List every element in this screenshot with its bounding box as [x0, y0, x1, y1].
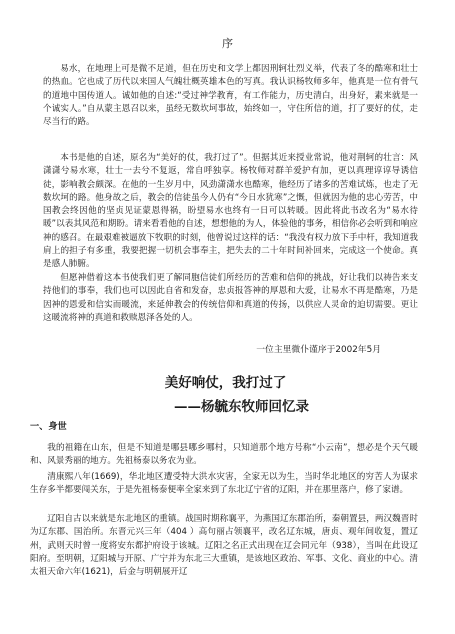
preface-signature: 一位主里微仆谨序于2002年5月 [256, 345, 381, 355]
section-heading: 一、身世 [30, 421, 67, 432]
memoir-title: 美好响仗，我打过了 [164, 375, 287, 391]
preface-paragraph-2: 本书是他的自述，原名为“美好的仗，我打过了”。但据其近来授业常说，他对荆轲的壮言：风潇潇兮易水寒，壮士一去兮不复返，常自呼独享。杨牧师对群羊爱护有加，更以真理谆谆导诱信徒，影响教会颇深。在他的一生岁月中，风劲潇潇水也酷寒，他经历了诸多的苦难试炼，也走了无数坎坷的路。他身故之后，教会的信徒虽今人仍有“今日水犹寒”之慨，但就因为他的忠心劳苦，中国教会终因他的坚贞见证蒙恩得祸，盼望易水也终有一日可以转暖。因此将此书改名为“易水待暖”以表其风范和期盼。请来看看他的自述，想想他的为人，体验他的事务，相信你必会听到和响应神的感召。在最艰难被逼放下牧职的时刻，他曾说过这样的话：“我没有权力放下手中杆，我知道我肩上的担子有多重，我要把握一切机会事奉主，把失去的二十年时间补回来，完成这一个使命。真是感人肺腑。 [43, 153, 418, 270]
memoir-paragraph-2: 清康熙八年(1669)，华北地区遭受特大洪水灾害，全家无以为生，当时华北地区的穷苦人为谋求生存多半都要闯关东，于是先祖杨泰便率全家来到了东北辽宁省的辽阳，并在那里落户，修了家谱。 [30, 472, 418, 496]
memoir-paragraph-1: 我的祖籍在山东，但是不知道是哪县哪乡哪村，只知道那个地方号称“小云南”，想必是个天气暖和、风景秀丽的地方。先祖杨泰以务农为业。 [30, 443, 418, 467]
preface-paragraph-1: 易水，在地理上可是微不足道，但在历史和文学上都因刑轲壮烈义举，代表了冬的酷寒和壮士的热血。它也成了历代以来国人气魄壮概英雄本色的写真。我认识杨牧师多年，他真是一位有骨气的道地中国传道人。诚如他的自述:“受过神学教育，有工作能力，历史清白，出身好，素来就是一个诚实人。”自从蒙主恩召以来，虽经无数坎坷事故，始终如一，守住所信的道，打了要好的仗，走尽当行的路。 [43, 64, 418, 128]
memoir-subtitle: ——杨毓东牧师回忆录 [174, 399, 309, 415]
preface-paragraph-3: 但愿神借着这本书使我们更了解同胞信徒们所经历的苦难和信仰的挑战，好让我们以祷告来支持他们的事奉，我们也可以因此自省和发奋，忠贞报答神的厚恩和大爱，让易水不再是酷寒，乃是因神的恩爱和信实而暖流，来延伸教会的传统信仰和真道的传扬，以供应人灵命的迫切需要。更让这暖流将神的真道和救赎恩泽各处的人。 [43, 273, 418, 323]
preface-title: 序 [222, 37, 233, 50]
memoir-paragraph-3: 辽阳自古以来就是东北地区的重镇。战国时期称襄平，为燕国辽东郡治所，秦朝置县，两汉魏晋时为辽东郡、国治所。东晋元兴三年（404 ）高句丽占领襄平，改名辽东城，唐贞、观年间收复，置辽州，武则天时曾一度将安东都护府设于该城。辽阳之名正式出现在辽会同元年（938），当叫在此设辽阳府。至明朝，辽阳城与开原、广宁并为东北三大重镇，是该地区政治、军事、文化、商业的中心。清太祖天命六年(1621)，后金与明朝展开辽 [30, 514, 418, 578]
